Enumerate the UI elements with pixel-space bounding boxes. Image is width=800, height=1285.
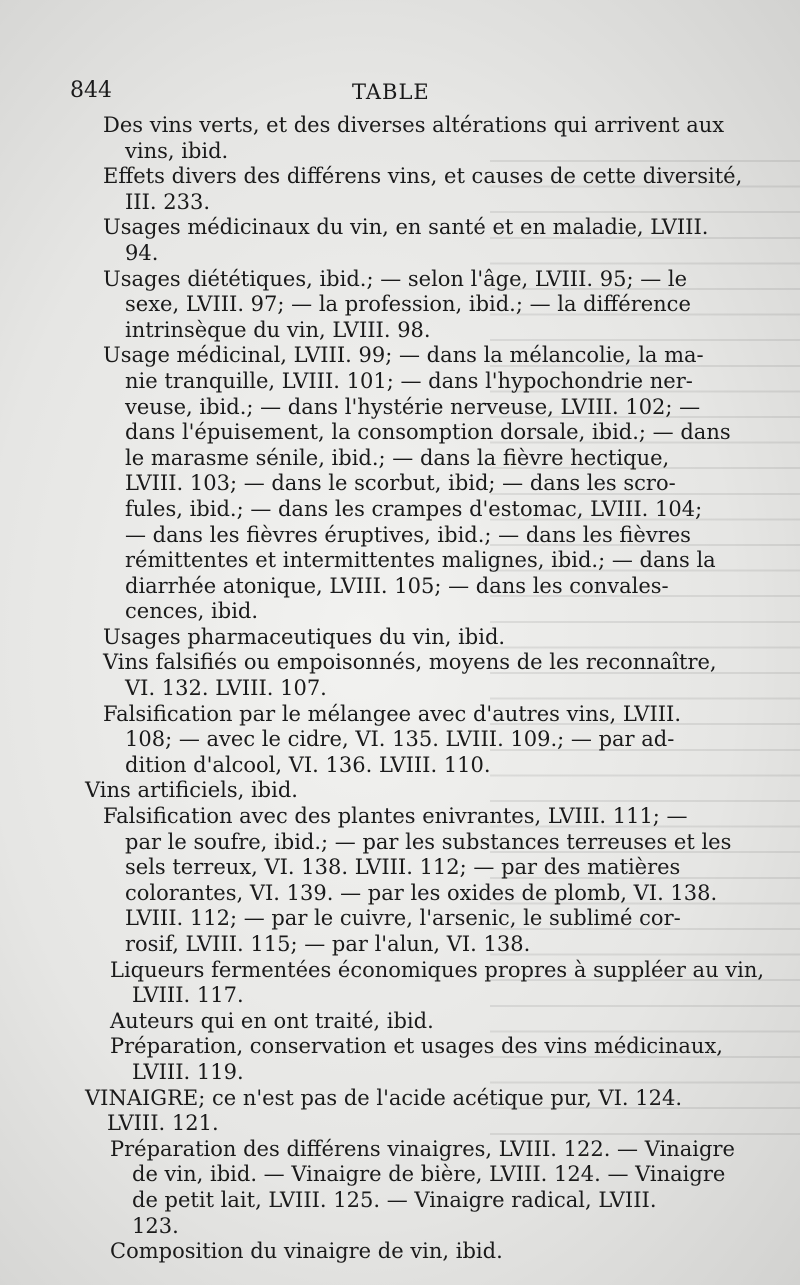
- index-entry: [0, 1034, 800, 1085]
- entry-line: sexe, LVIII. 97; — la profession, ibid.; — la différence: [125, 292, 691, 317]
- entry-line: Usages diététiques, ibid.; — selon l'âge, LVIII. 95; — le: [103, 266, 688, 291]
- entry-line: LVIII. 112; — par le cuivre, l'arsenic, le sublimé cor-: [125, 906, 681, 931]
- entry-line: Vins artificiels, ibid.: [85, 778, 298, 803]
- entry-line: 94.: [125, 240, 159, 265]
- entry-line: veuse, ibid.; — dans l'hystérie nerveuse, LVIII. 102; —: [125, 394, 701, 419]
- entry-line: Auteurs qui en ont traité, ibid.: [110, 1008, 434, 1033]
- index-entry: [0, 215, 800, 266]
- entry-line: cences, ibid.: [125, 599, 259, 624]
- entry-line: VI. 132. LVIII. 107.: [125, 676, 327, 701]
- index-entry: [0, 778, 800, 804]
- entry-line: de petit lait, LVIII. 125. — Vinaigre radical, LVIII.: [132, 1187, 657, 1212]
- running-title: TABLE: [352, 80, 430, 104]
- entry-line: intrinsèque du vin, LVIII. 98.: [125, 317, 431, 342]
- entry-line: III. 233.: [125, 189, 210, 214]
- entry-line: sels terreux, VI. 138. LVIII. 112; — par des matières: [125, 855, 681, 880]
- index-entry: [0, 164, 800, 215]
- entry-line: nie tranquille, LVIII. 101; — dans l'hypochondrie ner-: [125, 368, 693, 393]
- index-entry: [0, 1137, 800, 1239]
- index-entry: [0, 343, 800, 625]
- entry-line: dition d'alcool, VI. 136. LVIII. 110.: [125, 752, 491, 777]
- index-entry: [0, 267, 800, 344]
- entry-line: Usage médicinal, LVIII. 99; — dans la mélancolie, la ma-: [103, 343, 704, 368]
- page-header: [0, 78, 800, 108]
- page-number: 844: [70, 78, 112, 103]
- entry-line: — dans les fièvres éruptives, ibid.; — dans les fièvres: [125, 522, 691, 547]
- entry-line: Usages pharmaceutiques du vin, ibid.: [103, 624, 506, 649]
- entry-line: Des vins verts, et des diverses altérations qui arrivent aux: [103, 113, 725, 137]
- entry-line: diarrhée atonique, LVIII. 105; — dans les convales-: [125, 573, 669, 598]
- entry-line: 108; — avec le cidre, VI. 135. LVIII. 109.; — par ad-: [125, 727, 675, 752]
- entry-line: LVIII. 103; — dans le scorbut, ibid; — dans les scro-: [125, 471, 676, 496]
- entry-line: Préparation des différens vinaigres, LVIII. 122. — Vinaigre: [110, 1136, 735, 1161]
- entry-line: Préparation, conservation et usages des vins médicinaux,: [110, 1034, 723, 1059]
- entry-line: Usages médicinaux du vin, en santé et en maladie, LVIII.: [103, 215, 709, 240]
- index-entries: [0, 113, 800, 1265]
- entry-line: LVIII. 117.: [132, 983, 244, 1008]
- entry-line: colorantes, VI. 139. — par les oxides de plomb, VI. 138.: [125, 880, 718, 905]
- entry-line: Effets divers des différens vins, et causes de cette diversité,: [103, 164, 743, 189]
- entry-line: fules, ibid.; — dans les crampes d'estomac, LVIII. 104;: [125, 496, 703, 521]
- index-entry: [0, 958, 800, 1009]
- index-entry: [0, 113, 800, 164]
- entry-line: Composition du vinaigre de vin, ibid.: [110, 1239, 503, 1264]
- index-entry: [0, 650, 800, 701]
- entry-line: VINAIGRE; ce n'est pas de l'acide acétique pur, VI. 124.: [85, 1085, 682, 1110]
- index-entry: [0, 702, 800, 779]
- entry-line: LVIII. 121.: [107, 1111, 219, 1136]
- entry-line: LVIII. 119.: [132, 1059, 244, 1084]
- index-entry: [0, 1009, 800, 1035]
- index-entry: [0, 1086, 800, 1137]
- index-entry: [0, 1239, 800, 1265]
- entry-line: vins, ibid.: [125, 138, 229, 163]
- entry-line: de vin, ibid. — Vinaigre de bière, LVIII. 124. — Vinaigre: [132, 1162, 726, 1187]
- entry-line: Falsification par le mélangee avec d'autres vins, LVIII.: [103, 701, 682, 726]
- entry-line: 123.: [132, 1213, 179, 1238]
- entry-line: le marasme sénile, ibid.; — dans la fièvre hectique,: [125, 445, 670, 470]
- entry-line: Liqueurs fermentées économiques propres à suppléer au vin,: [110, 957, 765, 982]
- entry-line: Vins falsifiés ou empoisonnés, moyens de les reconnaître,: [103, 650, 717, 675]
- index-entry: [0, 625, 800, 651]
- entry-line: rémittentes et intermittentes malignes, ibid.; — dans la: [125, 548, 716, 573]
- entry-line: rosif, LVIII. 115; — par l'alun, VI. 138.: [125, 932, 531, 956]
- entry-line: par le soufre, ibid.; — par les substances terreuses et les: [125, 829, 732, 854]
- entry-line: Falsification avec des plantes enivrantes, LVIII. 111; —: [103, 804, 688, 829]
- entry-line: dans l'épuisement, la consomption dorsale, ibid.; — dans: [125, 420, 731, 445]
- index-entry: [0, 804, 800, 958]
